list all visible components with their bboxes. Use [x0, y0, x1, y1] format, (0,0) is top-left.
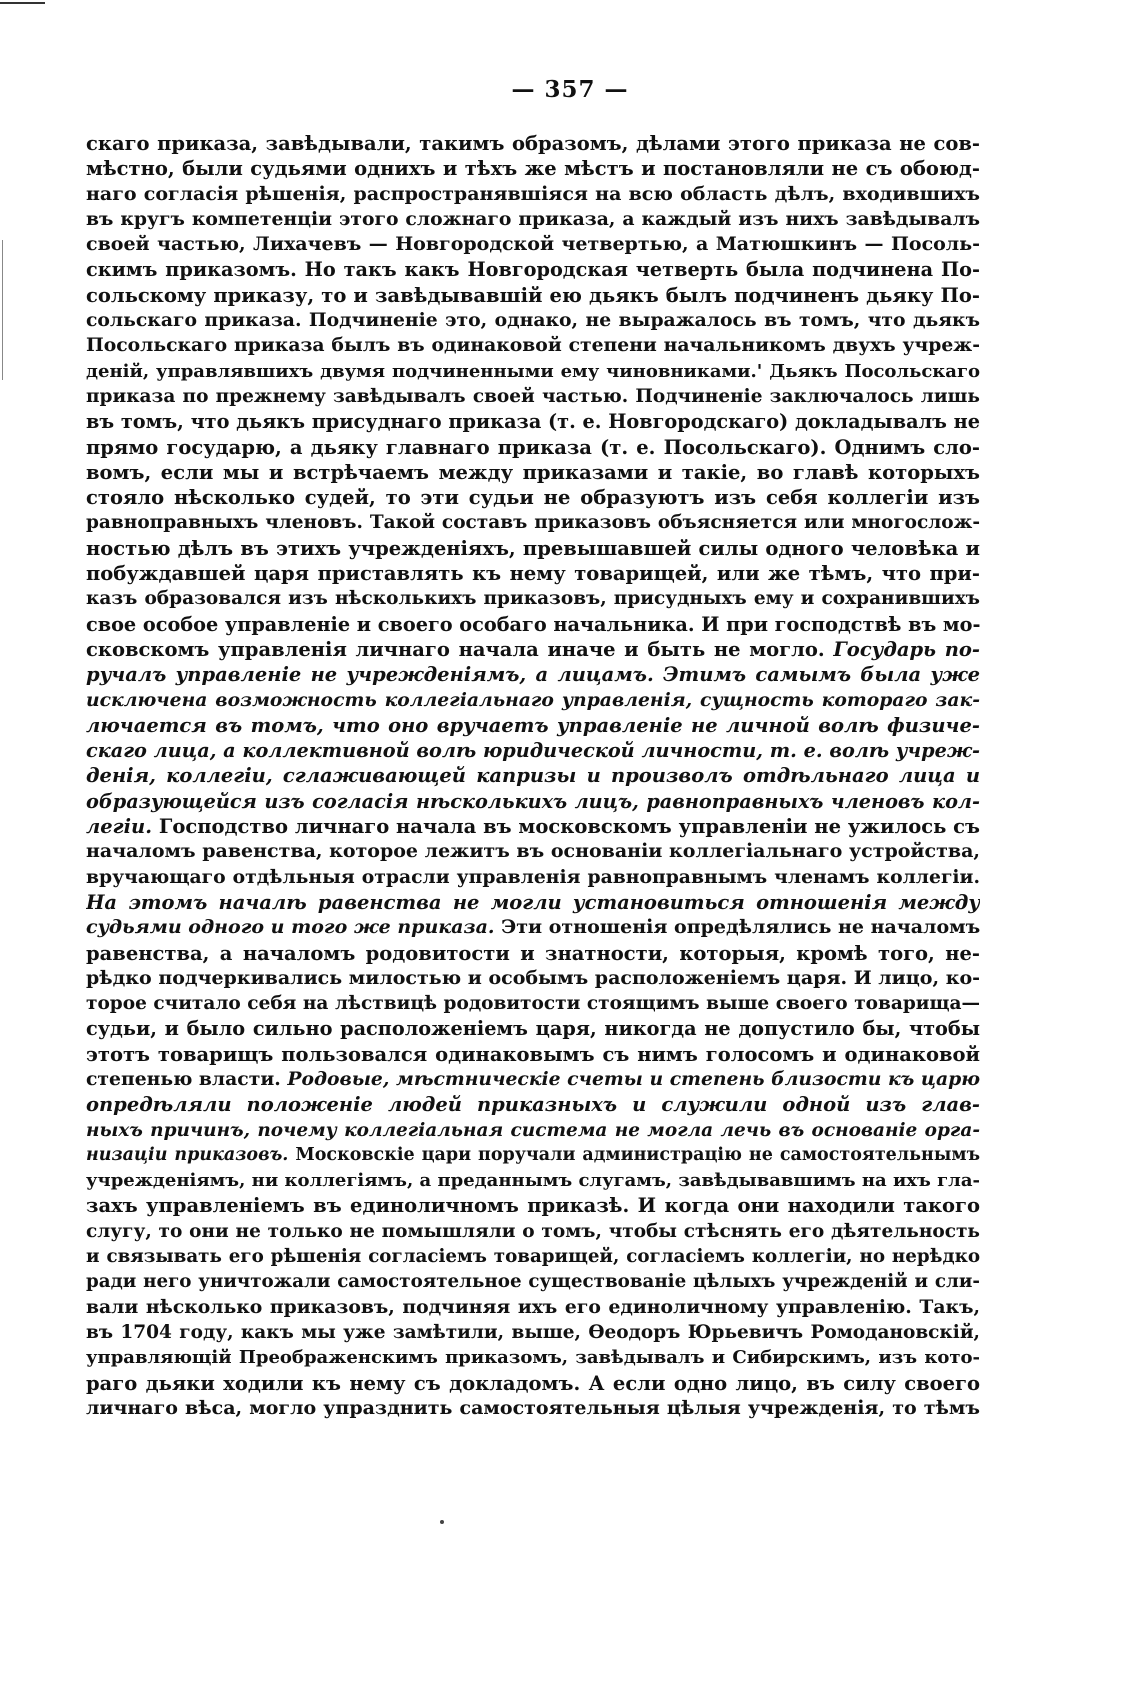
text-segment: мѣстно, были судьями однихъ и тѣхъ же мѣстъ и постановляли не съ обоюд- [86, 157, 980, 181]
text-line [86, 1016, 980, 1041]
italic-text-segment: лючается въ томъ, что оно вручаетъ управленіе не личной волѣ физиче- [86, 713, 980, 737]
text-line [86, 409, 980, 434]
text-segment: деній, управлявшихъ двумя подчиненными ему чиновниками.' Дьякъ Посольскаго [86, 360, 980, 382]
text-line [86, 738, 980, 763]
italic-text-segment: Родовые, мѣстническіе счеты и степень близости къ царю [287, 1067, 980, 1090]
italic-text-segment: денія, коллегіи, сглаживающей капризы и произволъ отдѣльнаго лица и [86, 764, 980, 788]
text-line [86, 789, 980, 814]
text-segment: въ кругъ компетенціи этого сложнаго приказа, а каждый изъ нихъ завѣдывалъ [86, 207, 980, 230]
text-line [86, 941, 980, 966]
body-text [86, 131, 980, 1421]
text-line [86, 1320, 980, 1345]
text-line [86, 510, 980, 535]
italic-text-segment: опредѣляли положеніе людей приказныхъ и служили одной изъ глав- [86, 1093, 980, 1117]
text-line [86, 460, 980, 485]
text-segment: степенью власти. [86, 1067, 288, 1090]
text-line [86, 586, 980, 611]
text-segment: рѣдко подчеркивались милостью и особымъ расположеніемъ царя. И лицо, ко- [86, 966, 980, 989]
text-line [86, 1042, 980, 1067]
italic-text-segment: образующейся изъ согласія нѣсколькихъ лицъ, равноправныхъ членовъ кол- [86, 789, 980, 813]
text-line [86, 991, 980, 1016]
text-line [86, 283, 980, 308]
text-segment: наго согласія рѣшенія, распространявшіяся на всю область дѣлъ, входившихъ [86, 182, 980, 205]
italic-text-segment: На этомъ началѣ равенства не могли установиться отношенія между [86, 890, 980, 914]
text-segment: равноправныхъ членовъ. Такой составъ приказовъ объясняется или многослож- [86, 512, 980, 534]
text-segment: сковскомъ управленія личнаго начала иначе и быть не могло. [86, 637, 834, 661]
italic-text-segment: скаго лица, а коллективной волѣ юридической личности, т. е. волѣ учреж- [86, 739, 980, 763]
text-line [86, 612, 980, 637]
text-line [86, 156, 980, 181]
left-edge-mark [2, 240, 3, 380]
text-line [86, 1295, 980, 1320]
text-line [86, 839, 980, 864]
text-segment: судьи, и было сильно расположеніемъ царя, никогда не допустило бы, чтобы [86, 1017, 980, 1041]
page-number: — 357 — [511, 76, 629, 103]
text-segment: своей частью, Лихачевъ — Новгородской четвертью, а Матюшкинъ — Посоль- [86, 233, 980, 256]
italic-text-segment: легіи. [86, 815, 159, 839]
stray-mark [440, 1520, 444, 1524]
text-segment: ради него уничтожали самостоятельное существованіе цѣлыхъ учрежденій и сли- [86, 1271, 980, 1293]
text-segment: и связывать его рѣшенія согласіемъ товарищей, согласіемъ коллегіи, но нерѣдко [86, 1246, 980, 1268]
text-line [86, 232, 980, 257]
text-segment: равенства, а началомъ родовитости и знатности, которыя, кромѣ того, не- [86, 941, 980, 965]
text-segment: казъ образовался изъ нѣсколькихъ приказовъ, присудныхъ ему и сохранившихъ [86, 588, 980, 610]
text-segment: Эти отношенія опредѣлялись не началомъ [501, 916, 980, 939]
text-line [86, 536, 980, 561]
text-line [86, 966, 980, 991]
text-line [86, 257, 980, 282]
text-line [86, 435, 980, 460]
text-line [86, 637, 980, 662]
text-segment: сольскаго приказа. Подчиненіе это, однако, не выражалось въ томъ, что дьякъ [86, 309, 980, 332]
text-line [86, 1118, 980, 1143]
italic-text-segment: низаціи приказовъ. [86, 1144, 296, 1165]
text-segment: раго дьяки ходили къ нему съ докладомъ. А если одно лицо, въ силу своего [86, 1371, 980, 1395]
text-segment: сольскому приказу, то и завѣдывавшій ею дьякъ былъ подчиненъ дьяку По- [86, 283, 980, 307]
text-segment: вручающаго отдѣльныя отрасли управленія равноправнымъ членамъ коллегіи. [86, 865, 980, 888]
text-line [86, 763, 980, 788]
text-line [86, 131, 980, 156]
text-segment: ностью дѣлъ въ этихъ учрежденіяхъ, превышавшей силы одного человѣка и [86, 536, 980, 560]
text-line [86, 662, 980, 687]
text-line [86, 1269, 980, 1294]
text-segment: управляющій Преображенскимъ приказомъ, завѣдывалъ и Сибирскимъ, изъ кото- [86, 1347, 980, 1369]
text-segment: учрежденіямъ, ни коллегіямъ, а преданнымъ слугамъ, завѣдывавшимъ на ихъ гла- [86, 1170, 980, 1192]
text-segment: приказа по прежнему завѣдывалъ своей частью. Подчиненіе заключалось лишь [86, 385, 980, 407]
text-segment: скимъ приказомъ. Но такъ какъ Новгородская четверть была подчинена По- [86, 258, 980, 282]
text-line [86, 1193, 980, 1218]
text-segment: свое особое управленіе и своего особаго начальника. И при господствѣ въ мо- [86, 612, 980, 636]
text-segment: Господство личнаго начала въ московскомъ управленіи не ужилось съ [158, 815, 980, 839]
text-line [86, 1168, 980, 1193]
text-segment: въ томъ, что дьякъ присуднаго приказа (т. е. Новгородскаго) докладывалъ не [86, 410, 980, 434]
text-segment: побуждавшей царя приставлять къ нему товарищей, или же тѣмъ, что при- [86, 562, 980, 586]
text-segment: стояло нѣсколько судей, то эти судьи не образуютъ изъ себя коллегіи изъ [86, 486, 980, 510]
text-line [86, 359, 980, 384]
text-line [86, 814, 980, 839]
text-segment: Посольскаго приказа былъ въ одинаковой степени начальникомъ двухъ учреж- [86, 334, 980, 357]
text-line [86, 1244, 980, 1269]
text-line [86, 1219, 980, 1244]
text-line [86, 1067, 980, 1092]
text-segment: въ 1704 году, какъ мы уже замѣтили, выше, Ѳеодоръ Юрьевичъ Ромодановскій, [86, 1321, 980, 1343]
italic-text-segment: судьями одного и того же приказа. [86, 916, 502, 939]
text-segment: Московскіе цари поручали администрацію не самостоятельнымъ [295, 1144, 980, 1165]
text-segment: слугу, то они не только не помышляли о томъ, чтобы стѣснять его дѣятельность [86, 1220, 980, 1242]
italic-text-segment: ручалъ управленіе не учрежденіямъ, а лицамъ. Этимъ самымъ была уже [86, 663, 980, 687]
text-line [86, 915, 980, 940]
text-segment: вомъ, если мы и встрѣчаемъ между приказами и такіе, во главѣ которыхъ [86, 460, 980, 484]
italic-text-segment: исключена возможность коллегіальнаго управленія, сущность котораго зак- [86, 688, 980, 711]
text-segment: захъ управленіемъ въ единоличномъ приказѣ. И когда они находили такого [86, 1194, 980, 1218]
text-line [86, 308, 980, 333]
text-line [86, 384, 980, 409]
text-segment: личнаго вѣса, могло упразднить самостоятельныя цѣлыя учрежденія, то тѣмъ [86, 1396, 980, 1419]
text-line [86, 1143, 980, 1168]
text-segment: прямо государю, а дьяку главнаго приказа (т. е. Посольскаго). Однимъ сло- [86, 435, 980, 459]
text-segment: скаго приказа, завѣдывали, такимъ образомъ, дѣлами этого приказа не сов- [86, 132, 980, 155]
text-line [86, 333, 980, 358]
top-edge-rule [0, 2, 45, 4]
text-segment: торое считало себя на лѣствицѣ родовитости стоящимъ выше своего товарища— [86, 993, 980, 1015]
text-segment: этотъ товарищъ пользовался одинаковымъ съ нимъ голосомъ и одинаковой [86, 1042, 980, 1066]
text-line [86, 207, 980, 232]
text-line [86, 1345, 980, 1370]
text-line [86, 182, 980, 207]
italic-text-segment: Государь по- [833, 637, 980, 661]
text-segment: вали нѣсколько приказовъ, подчиняя ихъ его единоличному управленію. Такъ, [86, 1295, 980, 1318]
text-line [86, 485, 980, 510]
text-line [86, 1092, 980, 1117]
text-line [86, 1371, 980, 1396]
italic-text-segment: ныхъ причинъ, почему коллегіальная система не могла лечь въ основаніе орга- [86, 1119, 980, 1141]
text-line [86, 713, 980, 738]
text-line [86, 688, 980, 713]
text-line [86, 561, 980, 586]
text-line [86, 865, 980, 890]
text-segment: началомъ равенства, которое лежитъ въ основаніи коллегіальнаго устройства, [86, 840, 980, 863]
text-line [86, 1396, 980, 1421]
text-line [86, 890, 980, 915]
